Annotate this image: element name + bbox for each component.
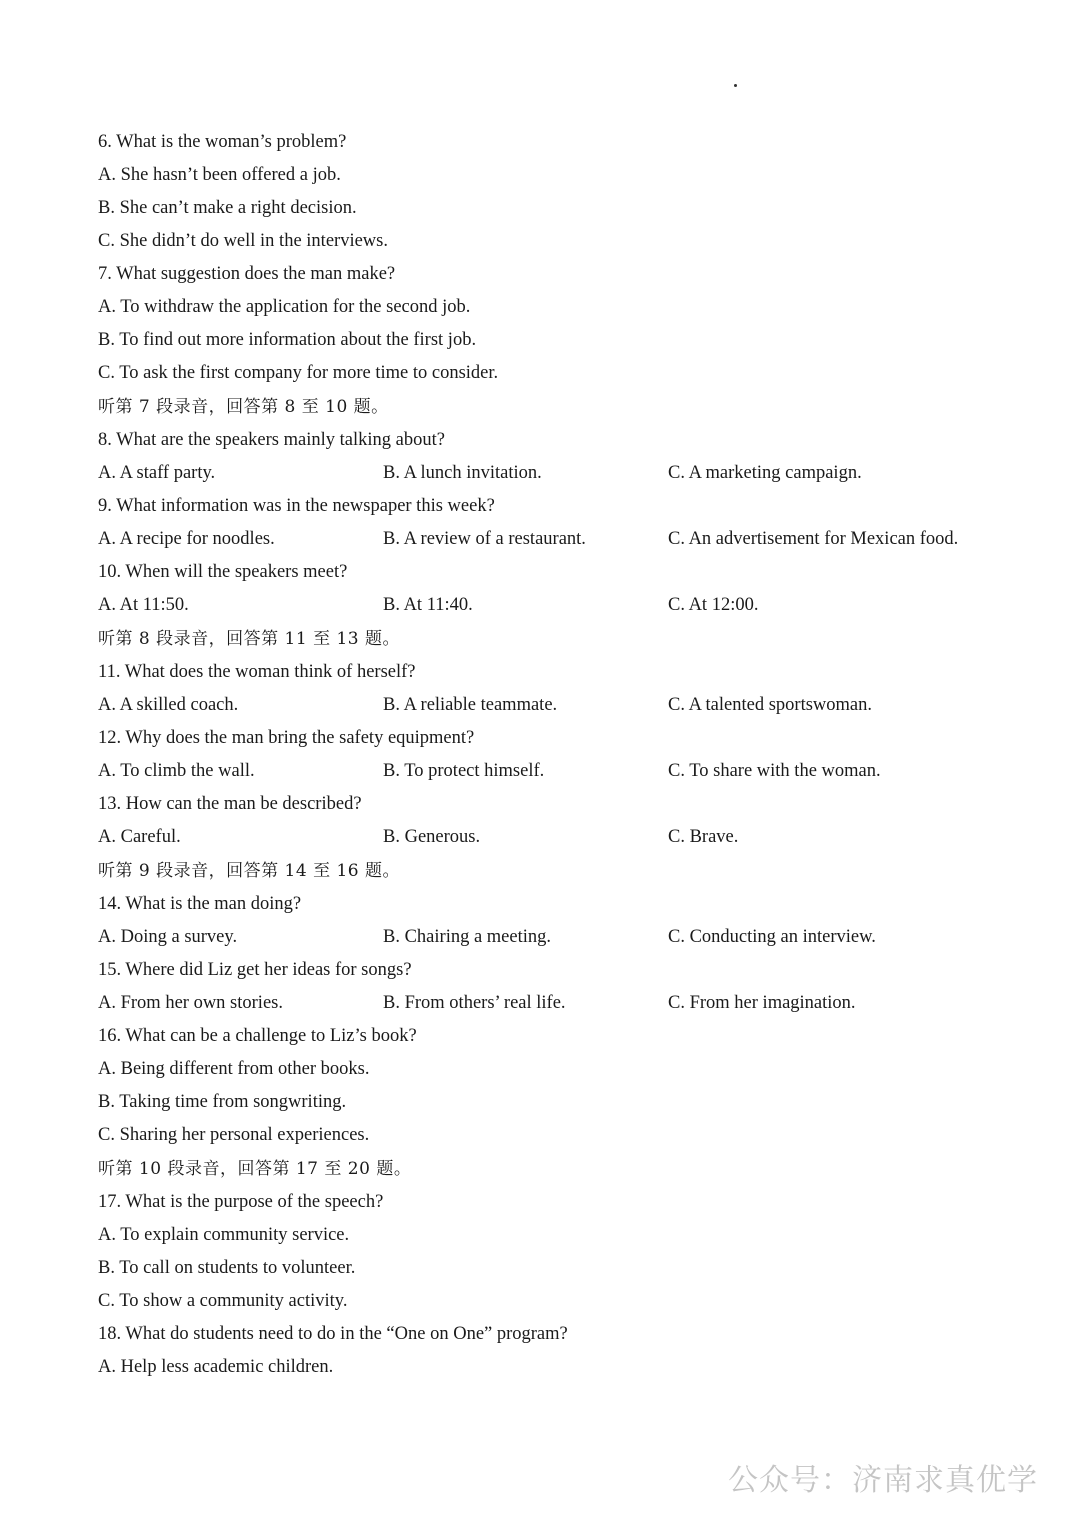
text-line: 16. What can be a challenge to Liz’s book? bbox=[98, 1026, 417, 1046]
option-a: A. A recipe for noodles. bbox=[98, 529, 275, 549]
option-c: C. Conducting an interview. bbox=[668, 927, 876, 947]
option-c: C. At 12:00. bbox=[668, 595, 759, 615]
text-line: C. She didn’t do well in the interviews. bbox=[98, 231, 388, 251]
exam-page-content bbox=[98, 126, 998, 1384]
option-a: A. To climb the wall. bbox=[98, 761, 255, 781]
section-instruction: 听第 8 段录音，回答第 11 至 13 题。 bbox=[98, 629, 401, 649]
text-line: A. Being different from other books. bbox=[98, 1059, 370, 1079]
option-c: C. Brave. bbox=[668, 827, 739, 847]
text-line: 6. What is the woman’s problem? bbox=[98, 132, 347, 152]
text-line: A. To explain community service. bbox=[98, 1225, 350, 1245]
options-row bbox=[98, 689, 998, 722]
text-line: B. She can’t make a right decision. bbox=[98, 198, 357, 218]
text-line: 17. What is the purpose of the speech? bbox=[98, 1192, 384, 1212]
section-instruction: 听第 9 段录音，回答第 14 至 16 题。 bbox=[98, 861, 401, 881]
option-a: A. Careful. bbox=[98, 827, 181, 847]
option-b: B. At 11:40. bbox=[383, 595, 473, 615]
text-line: 8. What are the speakers mainly talking about? bbox=[98, 430, 445, 450]
text-line: B. To call on students to volunteer. bbox=[98, 1258, 356, 1278]
options-row bbox=[98, 821, 998, 854]
option-b: B. A reliable teammate. bbox=[383, 695, 558, 715]
option-b: B. To protect himself. bbox=[383, 761, 545, 781]
watermark: 公众号：济南求真优学 bbox=[728, 1463, 1038, 1498]
option-b: B. From others’ real life. bbox=[383, 993, 566, 1013]
text-line: 11. What does the woman think of herself? bbox=[98, 662, 416, 682]
options-row bbox=[98, 987, 998, 1020]
text-line: A. To withdraw the application for the second job. bbox=[98, 297, 471, 317]
text-line: 9. What information was in the newspaper this week? bbox=[98, 496, 495, 516]
option-a: A. At 11:50. bbox=[98, 595, 189, 615]
option-c: C. From her imagination. bbox=[668, 993, 856, 1013]
option-c: C. To share with the woman. bbox=[668, 761, 881, 781]
options-row bbox=[98, 589, 998, 622]
text-line: 7. What suggestion does the man make? bbox=[98, 264, 396, 284]
text-line: A. She hasn’t been offered a job. bbox=[98, 165, 341, 185]
option-a: A. From her own stories. bbox=[98, 993, 283, 1013]
option-c: C. A talented sportswoman. bbox=[668, 695, 872, 715]
section-instruction: 听第 7 段录音，回答第 8 至 10 题。 bbox=[98, 397, 389, 417]
text-line: 14. What is the man doing? bbox=[98, 894, 302, 914]
text-line: C. To show a community activity. bbox=[98, 1291, 348, 1311]
text-line: 15. Where did Liz get her ideas for songs? bbox=[98, 960, 412, 980]
options-row bbox=[98, 921, 998, 954]
text-line: A. Help less academic children. bbox=[98, 1357, 334, 1377]
text-line: 10. When will the speakers meet? bbox=[98, 562, 348, 582]
text-line: 12. Why does the man bring the safety equipment? bbox=[98, 728, 475, 748]
option-b: B. Chairing a meeting. bbox=[383, 927, 552, 947]
option-a: A. Doing a survey. bbox=[98, 927, 238, 947]
option-b: B. A lunch invitation. bbox=[383, 463, 542, 483]
text-line: C. Sharing her personal experiences. bbox=[98, 1125, 370, 1145]
option-a: A. A skilled coach. bbox=[98, 695, 239, 715]
text-line: 18. What do students need to do in the “One on One” program? bbox=[98, 1324, 568, 1344]
options-row bbox=[98, 523, 998, 556]
option-b: B. Generous. bbox=[383, 827, 481, 847]
option-c: C. An advertisement for Mexican food. bbox=[668, 529, 959, 549]
option-a: A. A staff party. bbox=[98, 463, 216, 483]
text-line: C. To ask the first company for more time to consider. bbox=[98, 363, 499, 383]
option-b: B. A review of a restaurant. bbox=[383, 529, 586, 549]
options-row bbox=[98, 755, 998, 788]
option-c: C. A marketing campaign. bbox=[668, 463, 862, 483]
stray-dot bbox=[734, 84, 737, 87]
options-row bbox=[98, 457, 998, 490]
text-line: 13. How can the man be described? bbox=[98, 794, 362, 814]
text-line: B. Taking time from songwriting. bbox=[98, 1092, 347, 1112]
section-instruction: 听第 10 段录音，回答第 17 至 20 题。 bbox=[98, 1159, 412, 1179]
text-line: B. To find out more information about the first job. bbox=[98, 330, 477, 350]
